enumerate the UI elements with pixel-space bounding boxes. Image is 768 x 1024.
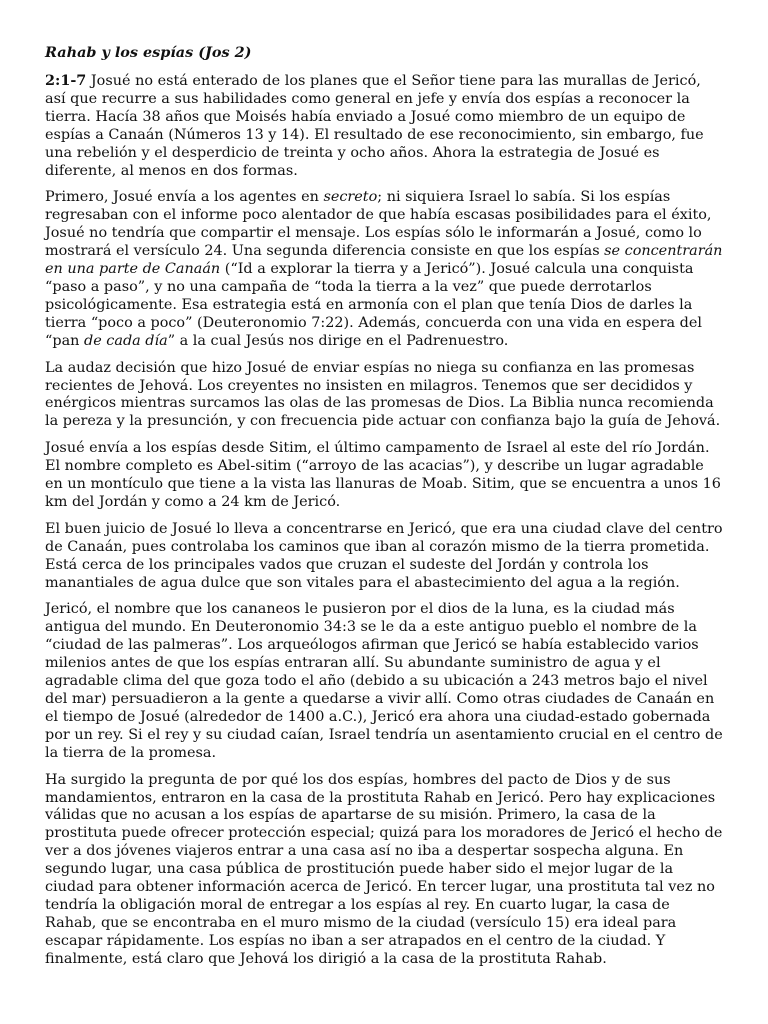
document-body (45, 72, 723, 969)
paragraph (45, 189, 723, 350)
paragraph-text: Ha surgido la pregunta de por qué los dos espías, hombres del pacto de Dios y de sus mandamientos, entraron en la casa de la prostituta Rahab en Jericó. Pero hay explicaciones válidas que no acusan a los espías de apartarse de su misión. Primero, la casa de la prostituta puede ofrecer protección especial; quizá para los moradores de Jericó el hecho de ver a dos jóvenes viajeros entrar a una casa así no iba a despertar sospecha alguna. En segundo lugar, una casa pública de prostitución puede haber sido el mejor lugar de la ciudad para obtener información acerca de Jericó. En tercer lugar, una prostituta tal vez no tendría la obligación moral de entregar a los espías al rey. En cuarto lugar, la casa de Rahab, que se encontraba en el muro mismo de la ciudad (versículo 15) era ideal para escapar rápidamente. Los espías no iban a ser atrapados en el centro de la ciudad. Y finalmente, está claro que Jehová los dirigió a la casa de la prostituta Rahab. (45, 771, 723, 967)
paragraph-text: (“Id a explorar la tierra y a Jericó”). Josué calcula una conquista “paso a paso”, y no una campaña de “toda la tierra a la vez” que puede derrotarlos psicológicamente. Esa estrategia está en armonía con el plan que tenía Dios de darles la tierra “poco a poco” (Deuteronomio 7:22). Además, concuerda con una vida en espera del “pan (45, 261, 702, 349)
paragraph (45, 440, 723, 512)
paragraph-text: Jericó, el nombre que los cananeos le pusieron por el dios de la luna, es la ciudad más antigua del mundo. En Deuteronomio 34:3 se le da a este antiguo pueblo el nombre de la “ciudad de las palmeras”. Los arqueólogos afirman que Jericó se había establecido varios milenios antes de que los espías entraran allí. Su abundante suministro de agua y el agradable clima del que goza todo el año (debido a su ubicación a 243 metros bajo el nivel del mar) persuadieron a la gente a quedarse a vivir allí. Como otras ciudades de Canaán en el tiempo de Josué (alrededor de 1400 a.C.), Jericó era ahora una ciudad-estado gobernada por un rey. Si el rey y su ciudad caían, Israel tendría un asentamiento crucial en el centro de la tierra de la promesa. (45, 601, 723, 761)
paragraph-text: ; ni siquiera Israel lo sabía. Si los espías regresaban con el informe poco alentador de que había escasas posibilidades para el éxito, Josué no tendría que compartir el mensaje. Los espías sólo le informarán a Josué, como lo mostrará el versículo 24. Una segunda diferencia consiste en que los espías (45, 189, 712, 260)
section-title: Rahab y los espías (Jos 2) (45, 44, 252, 61)
paragraph-text: La audaz decisión que hizo Josué de enviar espías no niega su confianza en las promesas recientes de Jehová. Los creyentes no insisten en milagros. Tenemos que ser decididos y enérgicos mientras surcamos las olas de las promesas de Dios. La Biblia nunca recomienda la pereza y la presunción, y con frecuencia pide actuar con confianza bajo la guía de Jehová. (45, 359, 721, 430)
paragraph-text: Primero, Josué envía a los agentes en (45, 189, 324, 206)
paragraph (45, 72, 723, 180)
emphasis-text: se concentrarán en una parte de Canaán (45, 243, 723, 278)
emphasis-text: secreto (323, 189, 378, 206)
emphasis-text: de cada día (84, 332, 168, 349)
paragraph (45, 521, 723, 593)
paragraph-text: Josué envía a los espías desde Sitim, el último campamento de Israel al este del río Jordán. El nombre completo es Abel-sitim (“arroyo de las acacias”), y describe un lugar agradable en un montículo que tiene a la vista las llanuras de Moab. Sitim, que se encuentra a unos 16 km del Jordán y como a 24 km de Jericó. (45, 440, 721, 510)
paragraph-text: El buen juicio de Josué lo lleva a concentrarse en Jericó, que era una ciudad clave del centro de Canaán, pues controlaba los caminos que iban al corazón mismo de la tierra prometida. Está cerca de los principales vados que cruzan el sudeste del Jordán y controla los manantiales de agua dulce que son vitales para el abastecimiento del agua a la región. (45, 520, 723, 591)
paragraph (45, 360, 723, 432)
paragraph (45, 772, 723, 969)
paragraph-text: Josué no está enterado de los planes que el Señor tiene para las murallas de Jericó, así que recurre a sus habilidades como general en jefe y envía dos espías a reconocer la tierra. Hacía 38 años que Moisés había enviado a Josué como miembro de un equipo de espías a Canaán (Números 13 y 14). El resultado de ese reconocimiento, sin embargo, fue una rebelión y el desperdicio de treinta y ocho años. Ahora la estrategia de Josué es diferente, al menos en dos formas. (45, 73, 704, 179)
paragraph (45, 601, 723, 762)
paragraph-text: ” a la cual Jesús nos dirige en el Padrenuestro. (167, 332, 509, 349)
verse-reference: 2:1-7 (45, 72, 87, 89)
